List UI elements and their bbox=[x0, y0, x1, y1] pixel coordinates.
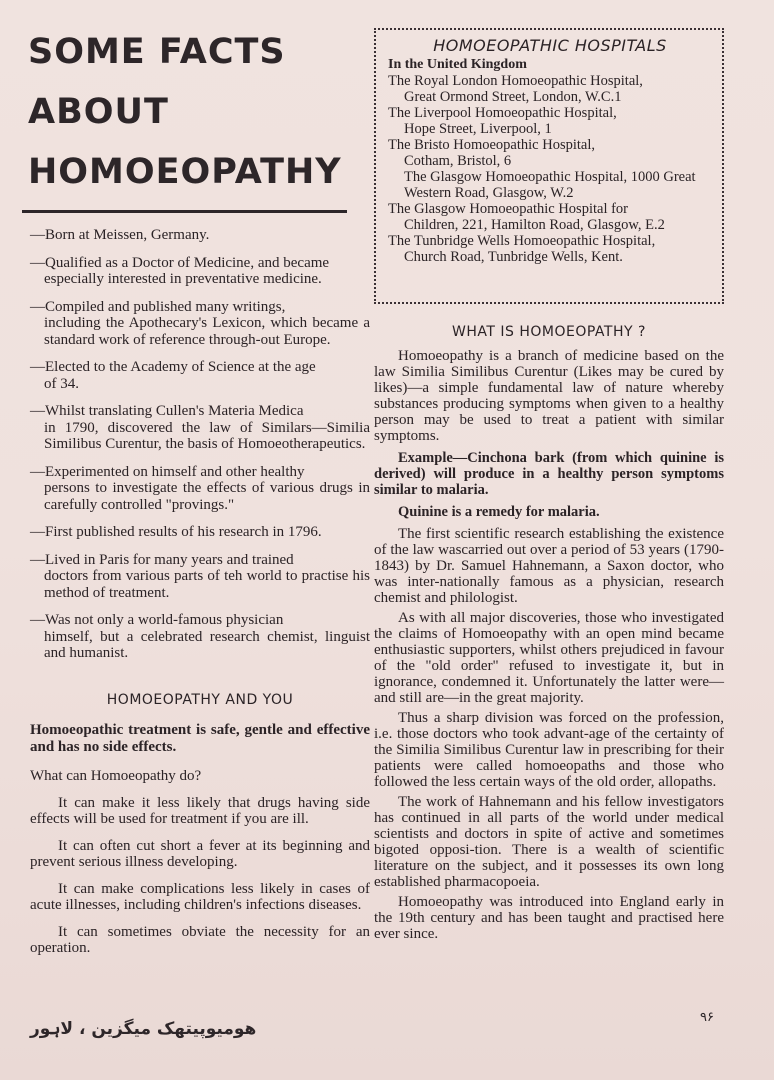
body-paragraph: It can often cut short a fever at its beginning and prevent serious illness developing. bbox=[30, 837, 370, 870]
hospital-address: Hope Street, Liverpool, 1 bbox=[404, 121, 552, 137]
fact-text: persons to investigate the effects of various drugs in carefully controlled "provings." bbox=[44, 480, 370, 513]
intro-paragraph: Homoeopathy is a branch of medicine based on the law Similia Similibus Curentur (Likes may be cured by likes)—a simple fundamental law of nature whereby substances producing symptoms when given to a healthy person may be used to treat a patient with similar symptoms. bbox=[374, 348, 724, 444]
fact-text: —Was not only a world-famous physician bbox=[30, 612, 284, 628]
box-subtitle: In the United Kingdom bbox=[388, 57, 527, 72]
fact-item bbox=[30, 524, 370, 541]
hospital-address: The Glasgow Homoeopathic Hospital, 1000 Great Western Road, Glasgow, W.2 bbox=[404, 169, 696, 201]
fact-text: of 34. bbox=[44, 375, 79, 392]
body-paragraph: Homoeopathy was introduced into England early in the 19th century and has been taught and practised here ever since. bbox=[374, 894, 724, 942]
facts-list bbox=[30, 227, 370, 957]
remedy-statement: Quinine is a remedy for malaria. bbox=[398, 504, 600, 520]
hospital-name: The Bristo Homoeopathic Hospital, bbox=[388, 137, 595, 153]
hospital-address: Great Ormond Street, London, W.C.1 bbox=[404, 89, 622, 105]
body-paragraph: The first scientific research establishing the existence of the law wascarried out over a period of 53 years (1790-1843) by Dr. Samuel Hahnemann, a Saxon doctor, who was inter-nationally famous as a physician, research chemist and philologist. bbox=[374, 526, 724, 606]
fact-item bbox=[30, 612, 370, 662]
body-paragraph: Thus a sharp division was forced on the profession, i.e. those doctors who took advant-age of the certainty of the Similia Similibus Curentur law in prescribing for their patients were called homoeopaths and those who followed the less certain ways of the old order, allopaths. bbox=[374, 710, 724, 790]
hospital-name: The Royal London Homoeopathic Hospital, bbox=[388, 73, 643, 89]
hospital-entry bbox=[388, 73, 712, 105]
hospital-entry bbox=[388, 105, 712, 137]
section-heading: WHAT IS HOMOEOPATHY ? bbox=[452, 324, 646, 340]
hospital-entry bbox=[388, 201, 712, 233]
fact-item bbox=[30, 403, 370, 453]
body-paragraph: It can make it less likely that drugs having side effects will be used for treatment if you are ill. bbox=[30, 794, 370, 827]
fact-item bbox=[30, 299, 370, 349]
fact-item bbox=[30, 255, 370, 288]
fact-text: —Lived in Paris for many years and trained bbox=[30, 551, 294, 568]
bold-statement: Homoeopathic treatment is safe, gentle and effective and has no side effects. bbox=[30, 721, 370, 755]
fact-text: —Qualified as a Doctor of Medicine, and became bbox=[30, 254, 330, 271]
hospital-name: The Tunbridge Wells Homoeopathic Hospital, bbox=[388, 233, 656, 249]
title-line: HOMOEOPATHY bbox=[28, 152, 342, 192]
fact-text: —Elected to the Academy of Science at the age bbox=[30, 359, 316, 375]
fact-item bbox=[30, 552, 370, 602]
right-column bbox=[374, 28, 724, 946]
hospitals-box bbox=[374, 28, 724, 304]
fact-text: —Whilst translating Cullen's Materia Medica bbox=[30, 403, 304, 419]
hospital-entry bbox=[388, 233, 712, 265]
hospital-address: Cotham, Bristol, 6 bbox=[404, 153, 512, 169]
question-line: What can Homoeopathy do? bbox=[30, 767, 202, 784]
magazine-footer-urdu: ھومیوپیتھک میگزین ، لاہور bbox=[30, 1019, 257, 1039]
fact-text: himself, but a celebrated research chemist, linguist and humanist. bbox=[44, 628, 370, 661]
example-statement: Example—Cinchona bark (from which quinine is derived) will produce in a healthy person symptoms similar to malaria. bbox=[374, 450, 724, 498]
section-heading: HOMOEOPATHY AND YOU bbox=[106, 691, 294, 708]
fact-text: especially interested in preventative medicine. bbox=[44, 271, 322, 287]
hospital-address: Children, 221, Hamilton Road, Glasgow, E.2 bbox=[404, 217, 665, 233]
title-line: ABOUT bbox=[28, 92, 169, 132]
title-divider bbox=[22, 210, 347, 213]
fact-item bbox=[30, 359, 370, 392]
box-title: HOMOEOPATHIC HOSPITALS bbox=[433, 36, 667, 55]
fact-item bbox=[30, 464, 370, 514]
hospital-name: The Liverpool Homoeopathic Hospital, bbox=[388, 105, 617, 121]
fact-text: in 1790, discovered the law of Similars—Similia Similibus Curentur, the basis of Homoeotherapeutics. bbox=[44, 419, 370, 452]
left-column bbox=[22, 22, 370, 967]
body-paragraph: As with all major discoveries, those who investigated the claims of Homoeopathy with an open mind became enthusiastic supporters, whilst others prejudiced in favour of the "old order" refused to investigate it, but in ignorance, condemned it. Unfortunately the latter were—and still are—in the great majority. bbox=[374, 610, 724, 706]
fact-text: —Born at Meissen, Germany. bbox=[30, 227, 210, 243]
fact-text: —Experimented on himself and other healthy bbox=[30, 463, 305, 480]
body-paragraph: It can sometimes obviate the necessity for an operation. bbox=[30, 923, 370, 956]
title-line: SOME FACTS bbox=[28, 32, 286, 72]
page-title bbox=[22, 22, 367, 202]
fact-text: —Compiled and published many writings, bbox=[30, 298, 286, 315]
page-number: ۹۶ bbox=[700, 1010, 714, 1025]
hospital-entry bbox=[388, 169, 712, 201]
hospital-entry bbox=[388, 137, 712, 169]
fact-text: —First published results of his research in 1796. bbox=[30, 524, 322, 540]
hospital-address: Church Road, Tunbridge Wells, Kent. bbox=[404, 249, 623, 265]
hospital-name: The Glasgow Homoeopathic Hospital for bbox=[388, 201, 629, 217]
body-paragraph: The work of Hahnemann and his fellow investigators has continued in all parts of the world under medical scientists and doctors in spite of active and sometimes bigoted opposi-tion. There is a wealth of scientific literature on the subject, and it possesses its own long established pharmacopoeia. bbox=[374, 794, 724, 890]
fact-item bbox=[30, 227, 370, 244]
fact-text: including the Apothecary's Lexicon, which became a standard work of reference through-out Europe. bbox=[44, 315, 370, 348]
body-paragraph: It can make complications less likely in cases of acute illnesses, including children's infections diseases. bbox=[30, 880, 370, 913]
fact-text: doctors from various parts of teh world to practise his method of treatment. bbox=[44, 568, 370, 601]
